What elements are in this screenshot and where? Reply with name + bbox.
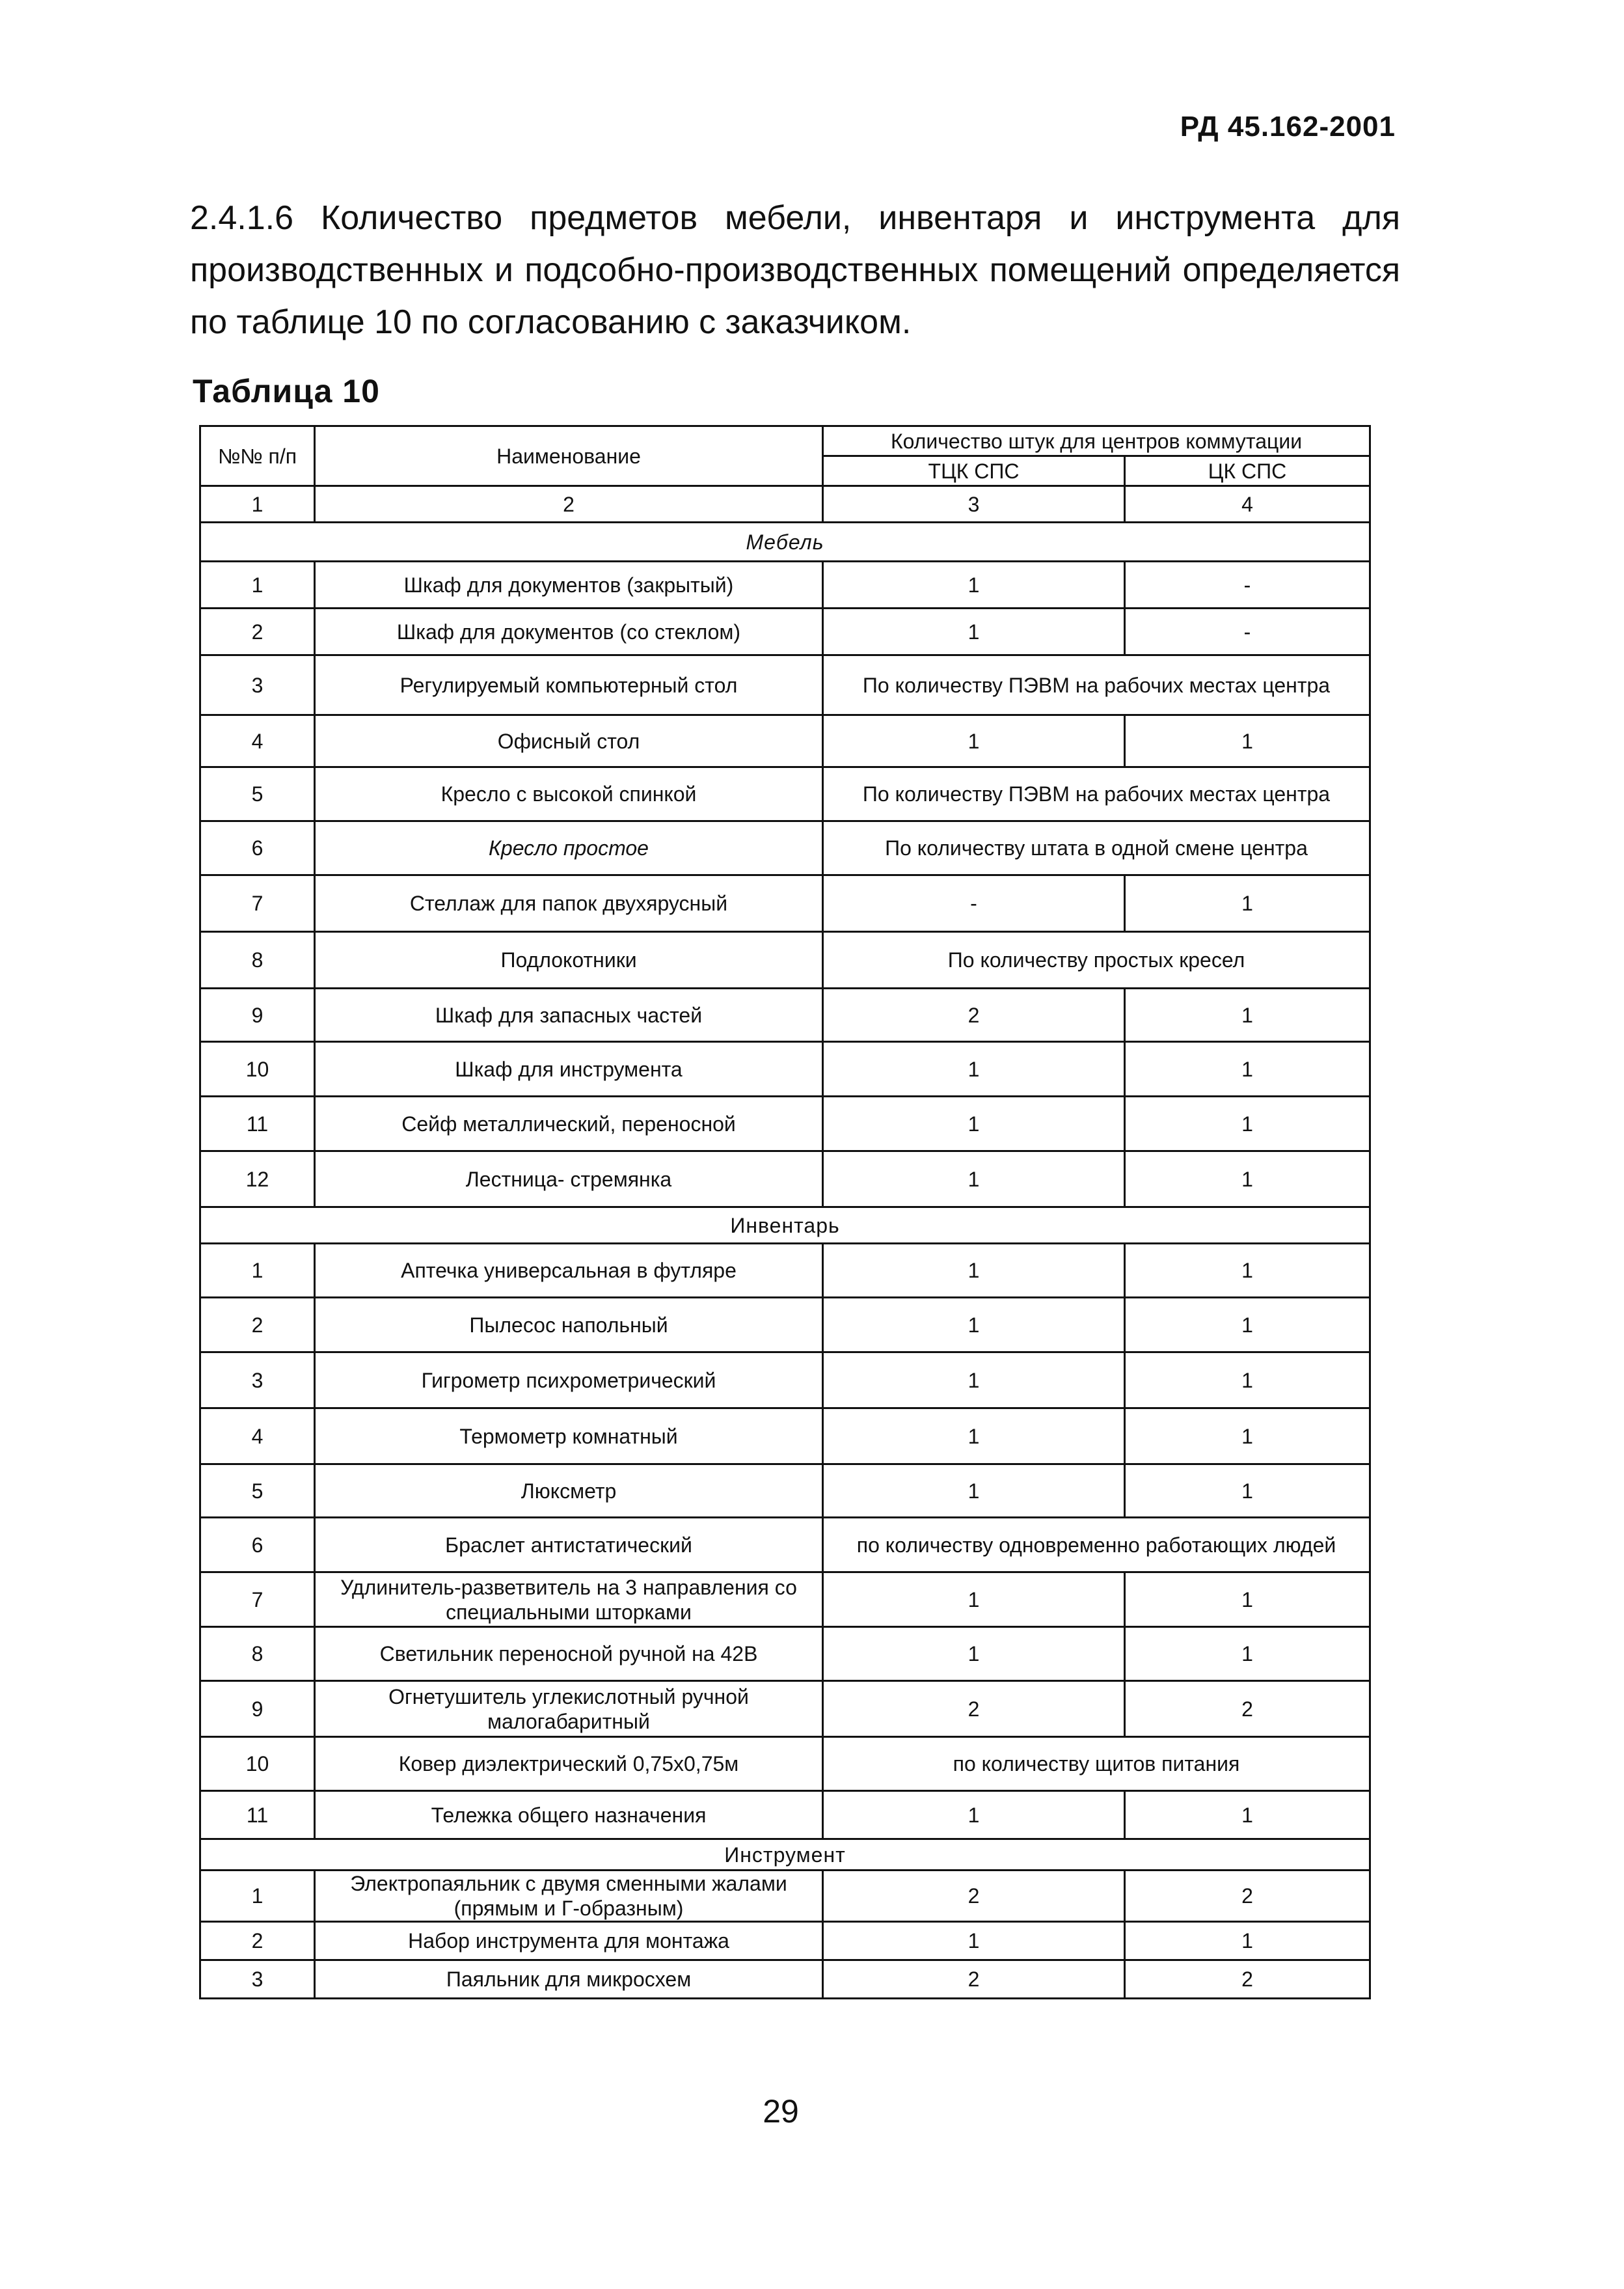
row-number: 4 <box>200 1408 315 1464</box>
item-name: Светильник переносной ручной на 42В <box>315 1627 823 1681</box>
quantity-ck: 1 <box>1125 1244 1370 1298</box>
table-row <box>200 875 1370 932</box>
item-name: Подлокотники <box>315 932 823 989</box>
row-number: 11 <box>200 1097 315 1151</box>
row-number: 9 <box>200 989 315 1042</box>
row-number: 10 <box>200 1042 315 1097</box>
quantity-ck: 2 <box>1125 1960 1370 1999</box>
quantity-tck: 1 <box>823 1097 1125 1151</box>
row-number: 10 <box>200 1737 315 1791</box>
table-row <box>200 1464 1370 1518</box>
quantity-ck: 2 <box>1125 1871 1370 1922</box>
table-row <box>200 1871 1370 1922</box>
table-row <box>200 821 1370 875</box>
quantity-tck: 2 <box>823 1681 1125 1737</box>
quantity-tck: - <box>823 875 1125 932</box>
section-row <box>200 1207 1370 1244</box>
item-name: Аптечка универсальная в футляре <box>315 1244 823 1298</box>
item-name: Регулируемый компьютерный стол <box>315 655 823 715</box>
row-number: 9 <box>200 1681 315 1737</box>
table-row <box>200 1572 1370 1627</box>
row-number: 2 <box>200 609 315 655</box>
table-row <box>200 609 1370 655</box>
section-paragraph: 2.4.1.6 Количество предметов мебели, инвентаря и инструмента для производственных и подсобно-производственных помещений определяется по таблице 10 по согласованию с заказчиком. <box>190 199 1400 341</box>
table-row <box>200 1737 1370 1791</box>
quantity-tck: 2 <box>823 1960 1125 1999</box>
item-name: Электропаяльник с двумя сменными жалами (прямым и Г-образным) <box>315 1871 823 1922</box>
section-title: Мебель <box>200 523 1370 562</box>
quantity-tck: 1 <box>823 715 1125 767</box>
row-number: 5 <box>200 1464 315 1518</box>
item-name: Гигрометр психрометрический <box>315 1352 823 1408</box>
row-number: 5 <box>200 767 315 821</box>
table-row <box>200 1244 1370 1298</box>
table-row <box>200 1408 1370 1464</box>
quantity-tck: 1 <box>823 1791 1125 1839</box>
quantity-ck: 1 <box>1125 1352 1370 1408</box>
item-name: Люксметр <box>315 1464 823 1518</box>
table-row <box>200 1960 1370 1999</box>
item-name: Лестница- стремянка <box>315 1151 823 1207</box>
quantity-tck: 1 <box>823 1464 1125 1518</box>
equipment-table <box>199 425 1371 1999</box>
quantity-ck: 1 <box>1125 875 1370 932</box>
item-name: Сейф металлический, переносной <box>315 1097 823 1151</box>
quantity-merged: по количеству щитов питания <box>823 1737 1370 1791</box>
quantity-tck: 1 <box>823 609 1125 655</box>
page-number: 29 <box>763 2093 799 2130</box>
quantity-ck: 1 <box>1125 1042 1370 1097</box>
item-name: Браслет антистатический <box>315 1518 823 1572</box>
row-number: 1 <box>200 1871 315 1922</box>
row-number: 3 <box>200 655 315 715</box>
table-row <box>200 767 1370 821</box>
item-name: Набор инструмента для монтажа <box>315 1922 823 1960</box>
quantity-merged: по количеству одновременно работающих людей <box>823 1518 1370 1572</box>
section-title: Инвентарь <box>200 1207 1370 1244</box>
header-name: Наименование <box>315 426 823 486</box>
quantity-tck: 1 <box>823 1352 1125 1408</box>
quantity-tck: 1 <box>823 562 1125 609</box>
quantity-tck: 1 <box>823 1298 1125 1352</box>
quantity-tck: 1 <box>823 1151 1125 1207</box>
row-number: 2 <box>200 1922 315 1960</box>
item-name: Шкаф для документов (со стеклом) <box>315 609 823 655</box>
table-row <box>200 562 1370 609</box>
quantity-merged: По количеству ПЭВМ на рабочих местах центра <box>823 767 1370 821</box>
item-name: Термометр комнатный <box>315 1408 823 1464</box>
row-number: 8 <box>200 932 315 989</box>
quantity-merged: По количеству простых кресел <box>823 932 1370 989</box>
row-number: 2 <box>200 1298 315 1352</box>
quantity-ck: 1 <box>1125 1097 1370 1151</box>
quantity-ck: 1 <box>1125 989 1370 1042</box>
table-row <box>200 989 1370 1042</box>
quantity-tck: 1 <box>823 1572 1125 1627</box>
item-name: Стеллаж для папок двухярусный <box>315 875 823 932</box>
quantity-ck: 1 <box>1125 1464 1370 1518</box>
item-name: Тележка общего назначения <box>315 1791 823 1839</box>
table-row <box>200 1042 1370 1097</box>
row-number: 1 <box>200 1244 315 1298</box>
quantity-ck: 1 <box>1125 715 1370 767</box>
quantity-tck: 1 <box>823 1244 1125 1298</box>
quantity-ck: 1 <box>1125 1408 1370 1464</box>
item-name: Офисный стол <box>315 715 823 767</box>
table-row <box>200 1681 1370 1737</box>
header-ck: ЦК СПС <box>1125 456 1370 486</box>
column-number: 2 <box>315 486 823 523</box>
row-number: 3 <box>200 1352 315 1408</box>
quantity-ck: 2 <box>1125 1681 1370 1737</box>
item-name: Кресло с высокой спинкой <box>315 767 823 821</box>
table-caption: Таблица 10 <box>193 373 380 409</box>
item-name: Ковер диэлектрический 0,75х0,75м <box>315 1737 823 1791</box>
column-number-row <box>200 486 1370 523</box>
section-row <box>200 523 1370 562</box>
table-row <box>200 1298 1370 1352</box>
item-name: Удлинитель-разветвитель на 3 направления со специальными шторками <box>315 1572 823 1627</box>
header-qty-group: Количество штук для центров коммутации <box>823 426 1370 456</box>
quantity-ck: 1 <box>1125 1791 1370 1839</box>
item-name: Кресло простое <box>315 821 823 875</box>
row-number: 12 <box>200 1151 315 1207</box>
column-number: 4 <box>1125 486 1370 523</box>
row-number: 3 <box>200 1960 315 1999</box>
table-header-row <box>200 426 1370 456</box>
quantity-ck: 1 <box>1125 1922 1370 1960</box>
row-number: 7 <box>200 1572 315 1627</box>
table-row <box>200 715 1370 767</box>
table-row <box>200 932 1370 989</box>
row-number: 6 <box>200 821 315 875</box>
row-number: 11 <box>200 1791 315 1839</box>
column-number: 3 <box>823 486 1125 523</box>
quantity-tck: 2 <box>823 1871 1125 1922</box>
quantity-tck: 1 <box>823 1627 1125 1681</box>
table-row <box>200 1922 1370 1960</box>
table-row <box>200 1627 1370 1681</box>
row-number: 7 <box>200 875 315 932</box>
quantity-ck: 1 <box>1125 1572 1370 1627</box>
row-number: 4 <box>200 715 315 767</box>
item-name: Пылесос напольный <box>315 1298 823 1352</box>
quantity-tck: 1 <box>823 1922 1125 1960</box>
quantity-merged: По количеству ПЭВМ на рабочих местах центра <box>823 655 1370 715</box>
quantity-tck: 1 <box>823 1042 1125 1097</box>
section-title: Инструмент <box>200 1839 1370 1871</box>
section-row <box>200 1839 1370 1871</box>
item-name: Шкаф для запасных частей <box>315 989 823 1042</box>
row-number: 1 <box>200 562 315 609</box>
quantity-merged: По количеству штата в одной смене центра <box>823 821 1370 875</box>
row-number: 8 <box>200 1627 315 1681</box>
table-row <box>200 1518 1370 1572</box>
quantity-tck: 2 <box>823 989 1125 1042</box>
quantity-ck: 1 <box>1125 1627 1370 1681</box>
quantity-ck: - <box>1125 562 1370 609</box>
table-row <box>200 1151 1370 1207</box>
table-row <box>200 1097 1370 1151</box>
quantity-ck: - <box>1125 609 1370 655</box>
row-number: 6 <box>200 1518 315 1572</box>
quantity-ck: 1 <box>1125 1151 1370 1207</box>
quantity-ck: 1 <box>1125 1298 1370 1352</box>
quantity-tck: 1 <box>823 1408 1125 1464</box>
document-code: РД 45.162-2001 <box>1180 111 1396 143</box>
item-name: Огнетушитель углекислотный ручной малогабаритный <box>315 1681 823 1737</box>
header-num: №№ п/п <box>200 426 315 486</box>
table-row <box>200 1791 1370 1839</box>
table-row <box>200 1352 1370 1408</box>
column-number: 1 <box>200 486 315 523</box>
table-row <box>200 655 1370 715</box>
item-name: Паяльник для микросхем <box>315 1960 823 1999</box>
header-tck: ТЦК СПС <box>823 456 1125 486</box>
item-name: Шкаф для документов (закрытый) <box>315 562 823 609</box>
item-name: Шкаф для инструмента <box>315 1042 823 1097</box>
